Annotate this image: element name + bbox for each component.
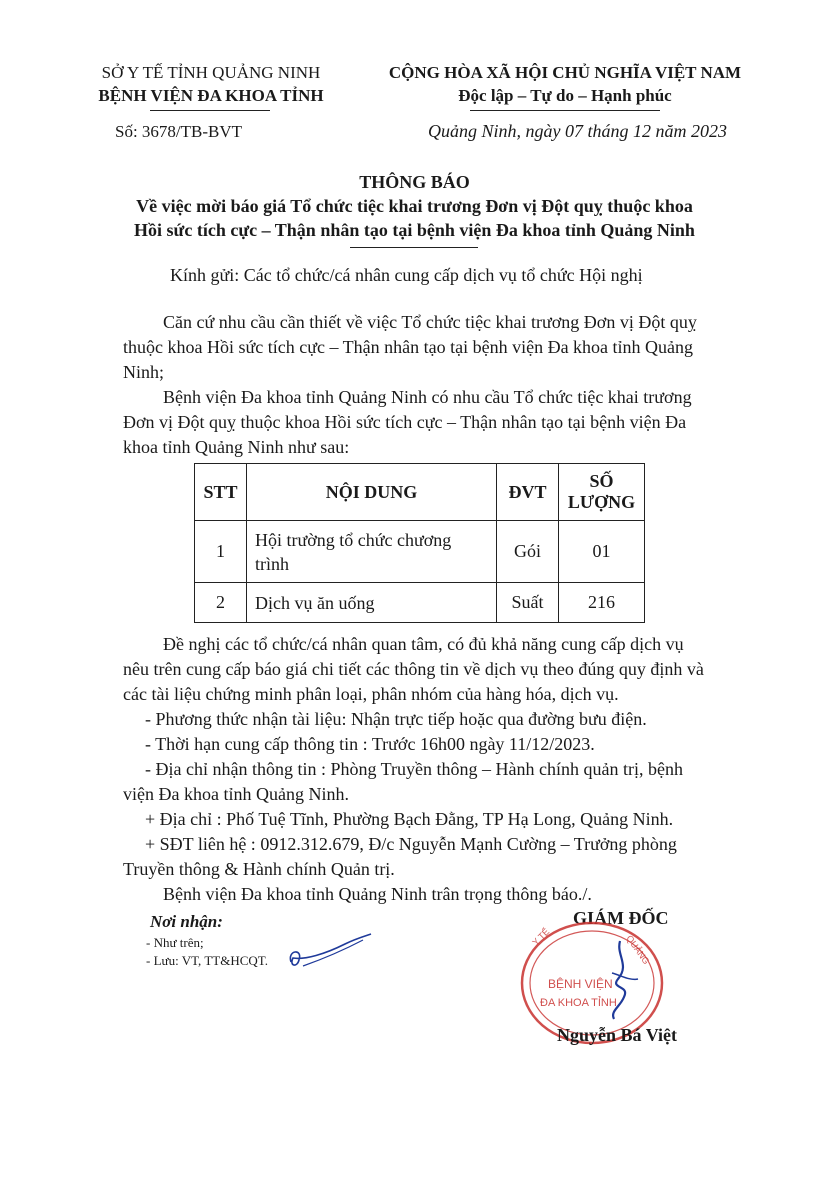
- national-motto: Độc lập – Tự do – Hạnh phúc: [458, 86, 672, 105]
- contact-line-2: Truyền thông & Hành chính Quản trị.: [123, 859, 395, 879]
- row-content: Dịch vụ ăn uống: [247, 583, 497, 623]
- method-line: - Phương thức nhận tài liệu: Nhận trực tiếp hoặc qua đường bưu điện.: [145, 709, 647, 729]
- row-content-line-2: trình: [255, 553, 289, 574]
- closing-line: Bệnh viện Đa khoa tỉnh Quảng Ninh trân trọng thông báo./.: [163, 884, 592, 904]
- row-quantity: 216: [559, 583, 645, 623]
- hospital-name: BỆNH VIỆN ĐA KHOA TỈNH: [98, 86, 324, 105]
- header-content: NỘI DUNG: [247, 464, 497, 521]
- row-unit: Suất: [497, 583, 559, 623]
- paragraph-basis-line-1: Căn cứ nhu cầu cần thiết về việc Tổ chức tiệc khai trương Đơn vị Đột quỵ: [163, 312, 697, 332]
- director-signature: [590, 935, 650, 1025]
- header-right-rule: [470, 110, 660, 111]
- paragraph-request-line-2: nêu trên cung cấp báo giá chi tiết các thông tin về dịch vụ theo đúng quy định và: [123, 659, 704, 679]
- header-quantity: [559, 464, 645, 521]
- department-name: SỞ Y TẾ TỈNH QUẢNG NINH: [101, 63, 321, 82]
- paragraph-need-line-3: khoa tỉnh Quảng Ninh như sau:: [123, 437, 350, 457]
- paragraph-request-line-3: các tài liệu chứng minh phân loại, phân nhóm của hàng hóa, dịch vụ.: [123, 684, 619, 704]
- contact-line-1: + SĐT liên hệ : 0912.312.679, Đ/c Nguyễn Mạnh Cường – Trưởng phòng: [145, 834, 677, 854]
- signer-title: GIÁM ĐỐC: [573, 908, 669, 928]
- receiving-address-line-1: - Địa chỉ nhận thông tin : Phòng Truyền thông – Hành chính quản trị, bệnh: [145, 759, 683, 779]
- items-table: [194, 463, 645, 623]
- table-row: [195, 583, 645, 623]
- recipients-title: Nơi nhận:: [150, 912, 223, 931]
- paragraph-need-line-2: Đơn vị Đột quỵ thuộc khoa Hồi sức tích cực – Thận nhân tạo tại bệnh viện Đa: [123, 412, 687, 432]
- seal-arc-text-left: Y TẾ: [530, 926, 552, 948]
- initial-signature-mark: [285, 930, 375, 975]
- title-rule: [350, 247, 478, 248]
- deadline-line: - Thời hạn cung cấp thông tin : Trước 16h00 ngày 11/12/2023.: [145, 734, 595, 754]
- street-address-line: + Địa chỉ : Phố Tuệ Tĩnh, Phường Bạch Đằng, TP Hạ Long, Quảng Ninh.: [145, 809, 674, 829]
- seal-text-2: ĐA KHOA TỈNH: [540, 997, 617, 1009]
- row-stt: 2: [195, 583, 247, 623]
- republic-heading: CỘNG HÒA XÃ HỘI CHỦ NGHĨA VIỆT NAM: [388, 63, 742, 82]
- paragraph-basis-line-2: thuộc khoa Hồi sức tích cực – Thận nhân tạo tại bệnh viện Đa khoa tỉnh Quảng: [123, 337, 694, 357]
- row-content-line-1: Hội trường tổ chức chương: [255, 529, 452, 550]
- seal-text-1: BỆNH VIỆN: [548, 977, 613, 991]
- recipient-item: - Như trên;: [146, 935, 204, 950]
- seal-arc-text: QUẢNG: [624, 933, 652, 967]
- row-unit: Gói: [497, 521, 559, 583]
- row-stt: 1: [195, 521, 247, 583]
- table-header-row: [195, 464, 645, 521]
- header-unit: ĐVT: [497, 464, 559, 521]
- recipient-item: - Lưu: VT, TT&HCQT.: [146, 953, 268, 968]
- header-quantity-line-2: LƯỢNG: [567, 492, 636, 512]
- paragraph-basis-line-3: Ninh;: [123, 362, 165, 382]
- header-quantity-line-1: SỐ: [589, 471, 614, 491]
- place-and-date: Quảng Ninh, ngày 07 tháng 12 năm 2023: [428, 121, 727, 141]
- document-number: Số: 3678/TB-BVT: [115, 122, 243, 141]
- notice-subject-line-2: Hồi sức tích cực – Thận nhân tạo tại bệnh viện Đa khoa tỉnh Quảng Ninh: [134, 220, 695, 240]
- row-content: [247, 521, 497, 583]
- paragraph-need-line-1: Bệnh viện Đa khoa tỉnh Quảng Ninh có nhu cầu Tổ chức tiệc khai trương: [163, 387, 692, 407]
- paragraph-request-line-1: Đề nghị các tổ chức/cá nhân quan tâm, có đủ khả năng cung cấp dịch vụ: [163, 634, 684, 654]
- notice-subject-line-1: Về việc mời báo giá Tổ chức tiệc khai trương Đơn vị Đột quỵ thuộc khoa: [136, 196, 693, 216]
- table-row: [195, 521, 645, 583]
- header-stt: STT: [195, 464, 247, 521]
- row-quantity: 01: [559, 521, 645, 583]
- signer-name: Nguyễn Bá Việt: [557, 1025, 678, 1045]
- recipient-line: Kính gửi: Các tổ chức/cá nhân cung cấp dịch vụ tổ chức Hội nghị: [170, 265, 643, 285]
- header-left-rule: [150, 110, 270, 111]
- notice-title: THÔNG BÁO: [359, 172, 470, 192]
- receiving-address-line-2: viện Đa khoa tỉnh Quảng Ninh.: [123, 784, 349, 804]
